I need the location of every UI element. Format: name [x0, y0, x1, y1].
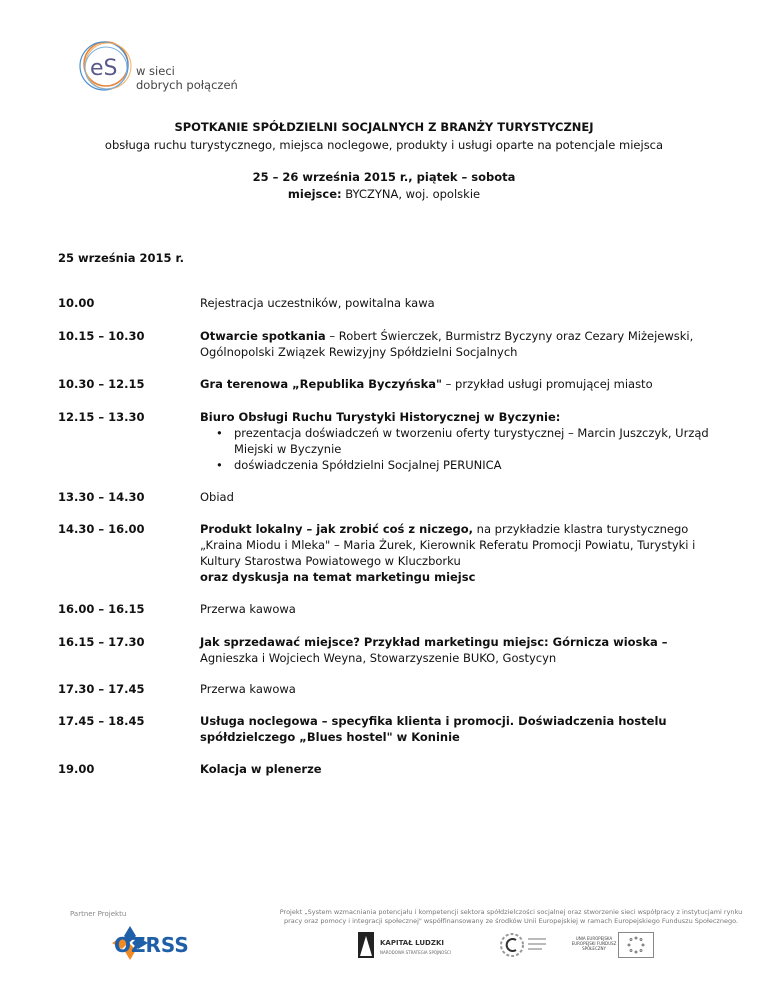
agenda-description [200, 713, 715, 745]
agenda-time: 10.00 [58, 296, 95, 310]
agenda-time: 10.15 – 10.30 [58, 329, 145, 343]
agenda-plain: Rejestracja uczestników, powitalna kawa [200, 296, 435, 310]
agenda-time: 16.15 – 17.30 [58, 635, 145, 649]
kapital-ludzki-subtitle: NARODOWA STRATEGIA SPÓJNOŚCI [380, 950, 451, 955]
agenda-bold-end: oraz dyskusja na temat marketingu miejsc [200, 570, 476, 584]
agenda-plain: Przerwa kawowa [200, 602, 296, 616]
agenda-description [200, 489, 715, 505]
agenda-bullet: • doświadczenia Spółdzielni Socjalnej PERUNICA [200, 457, 715, 473]
agenda-bold: Produkt lokalny – jak zrobić coś z niczego, [200, 522, 474, 536]
agenda-time: 16.00 – 16.15 [58, 602, 145, 616]
agenda-bold: Gra terenowa „Republika Byczyńska" [200, 377, 442, 391]
agenda-plain: – Robert Świerczek, Burmistrz Byczyny oraz Cezary Miżejewski, Ogólnopolski Związek Rewizyjny Spółdzielni Socjalnych [200, 329, 694, 359]
logo-tagline-line2: dobrych połączeń [136, 78, 238, 92]
agenda-time: 12.15 – 13.30 [58, 410, 145, 424]
agenda-description [200, 376, 715, 392]
eu-label: UNIA EUROPEJSKA EUROPEJSKI FUNDUSZ SPOŁECZNY [571, 936, 617, 951]
event-place [0, 187, 768, 201]
kapital-ludzki-icon [356, 930, 376, 960]
agenda-description [200, 681, 715, 697]
partner-c-logo-icon [494, 930, 550, 960]
agenda-description [200, 601, 715, 617]
agenda-plain: Agnieszka i Wojciech Weyna, Stowarzyszenie BUKO, Gostycyn [200, 651, 557, 665]
agenda-bold: Jak sprzedawać miejsce? Przykład marketingu miejsc: Górnicza wioska – [200, 635, 668, 649]
logo-tagline-line1: w sieci [136, 64, 175, 78]
agenda-bold: Kolacja w plenerze [200, 762, 322, 776]
project-funding-note: Projekt „System wzmacniania potencjału i kompetencji sektora spółdzielczości socjalnej oraz stworzenie sieci współpracy z instytucjami rynku pracy oraz pomocy i integracji społecznej" współfinansowany ze środków Unii Europejskiej w ramach Europejskiego Funduszu Społecznego. [279, 908, 743, 925]
agenda-plain: na przykładzie klastra turystycznego „Kraina Miodu i Mleka" – Maria Żurek, Kierownik Referatu Promocji Powiatu, Turystyki i Kultury Starostwa Powiatowego w Kluczborku [200, 522, 696, 568]
agenda-plain: Przerwa kawowa [200, 682, 296, 696]
agenda-time: 17.30 – 17.45 [58, 682, 145, 696]
document-subtitle: obsługa ruchu turystycznego, miejsca noclegowe, produkty i usługi oparte na potencjale miejsca [104, 138, 664, 152]
event-dates: 25 – 26 września 2015 r., piątek – sobota [252, 170, 516, 184]
kapital-ludzki-label: KAPITAŁ LUDZKI [380, 939, 444, 947]
agenda-time: 14.30 – 16.00 [58, 522, 145, 536]
agenda-plain: Obiad [200, 490, 234, 504]
partner-name: OZRSS [114, 933, 189, 957]
place-value: BYCZYNA, woj. opolskie [341, 187, 481, 201]
agenda-time: 19.00 [58, 762, 95, 776]
agenda-description [200, 634, 715, 666]
day-heading: 25 września 2015 r. [58, 251, 184, 265]
agenda-time: 10.30 – 12.15 [58, 377, 145, 391]
agenda-bold: Biuro Obsługi Ruchu Turystyki Historycznej w Byczynie: [200, 410, 561, 424]
agenda-plain: – przykład usługi promującej miasto [441, 377, 653, 391]
agenda-time: 13.30 – 14.30 [58, 490, 145, 504]
agenda-description [200, 295, 715, 311]
agenda-description [200, 328, 715, 360]
agenda-description [200, 521, 715, 585]
agenda-bullet-list [200, 425, 715, 473]
svg-text:eS: eS [90, 56, 118, 81]
agenda-bold: Usługa noclegowa – specyfika klienta i promocji. Doświadczenia hostelu spółdzielczego „Blues hostel" w Koninie [200, 714, 667, 744]
document-title: SPOTKANIE SPÓŁDZIELNI SOCJALNYCH Z BRANŻY TURYSTYCZNEJ [174, 120, 594, 134]
agenda-bold: Otwarcie spotkania [200, 329, 326, 343]
logo-tagline [136, 64, 238, 92]
agenda-description [200, 409, 715, 473]
agenda-time: 17.45 – 18.45 [58, 714, 145, 728]
place-label: miejsce: [287, 187, 342, 201]
agenda-description [200, 761, 715, 777]
eu-flag-icon [618, 932, 654, 958]
agenda-bullet: • prezentacja doświadczeń w tworzeniu oferty turystycznej – Marcin Juszczyk, Urząd Miejski w Byczynie [200, 425, 715, 457]
partner-label: Partner Projektu [70, 910, 127, 918]
